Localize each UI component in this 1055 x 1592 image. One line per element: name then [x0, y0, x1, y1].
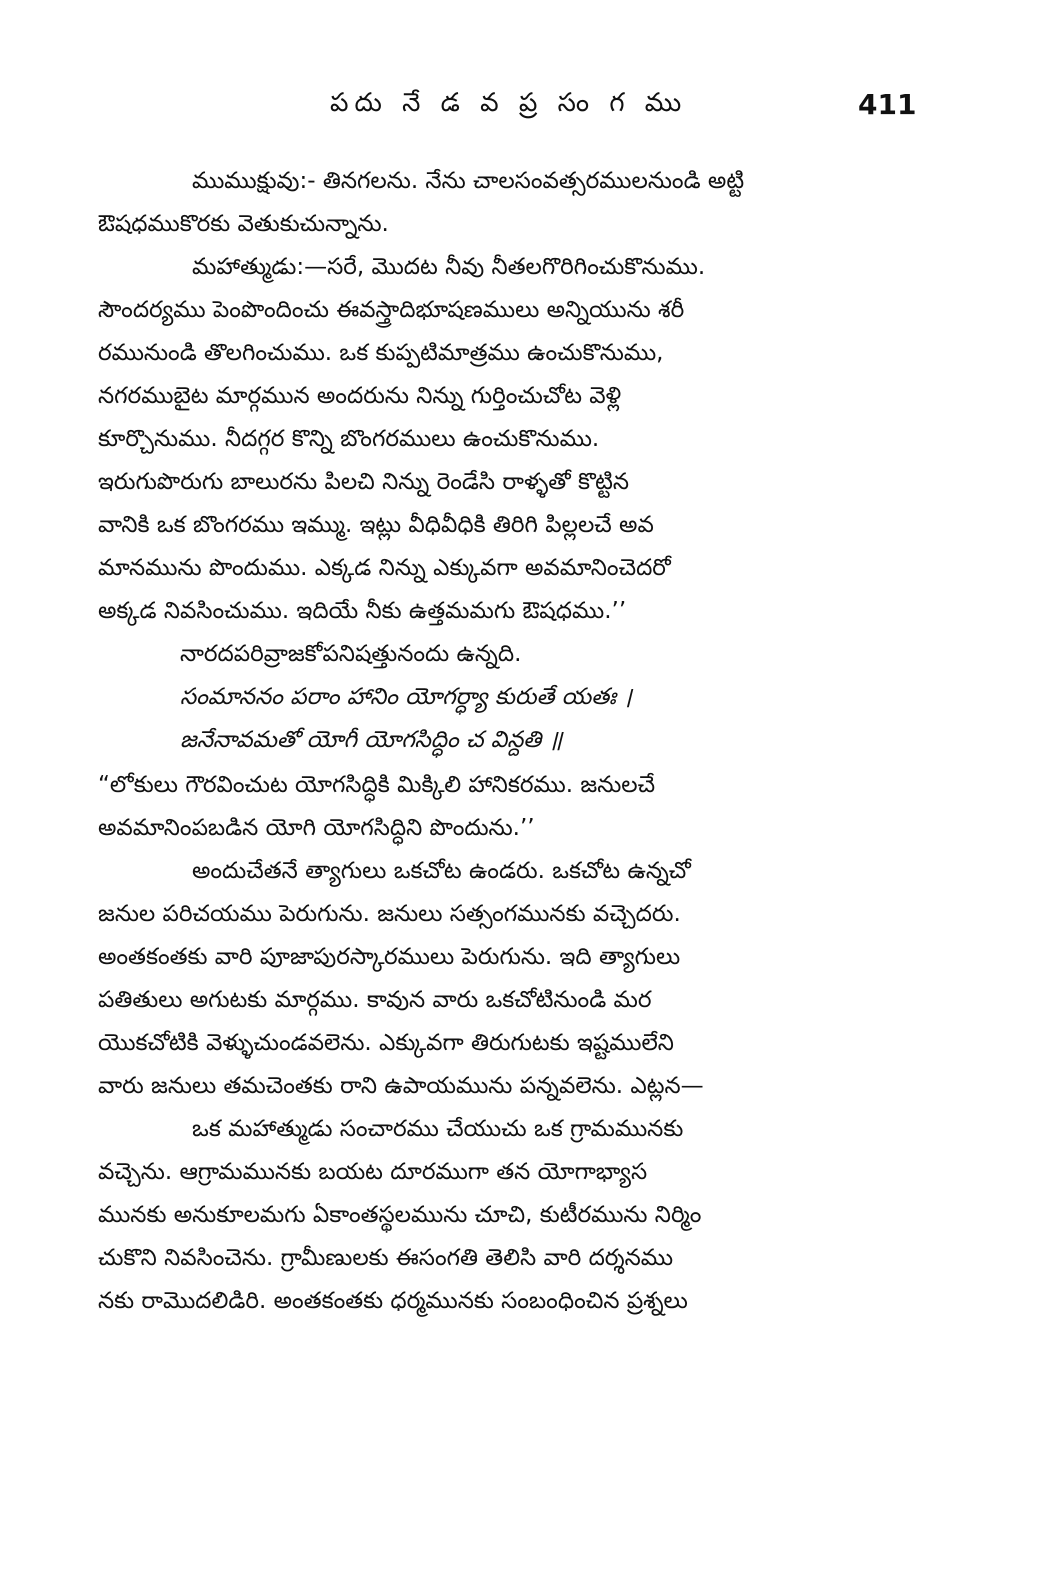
text-line: అంతకంతకు వారి పూజాపురస్కారములు పెరుగును. ఇది త్యాగులు	[98, 944, 681, 970]
text-line: అక్కడ నివసించుము. ఇదియే నీకు ఉత్తమమగు ఔషధము.’’	[98, 598, 627, 624]
source-citation: నారదపరివ్రాజకోపనిషత్తునందు ఉన్నది.	[180, 641, 522, 667]
text-line: రమునుండి తొలగించుము. ఒక కుప్పటిమాత్రము ఉంచుకొనుము,	[98, 340, 664, 366]
text-line: పతితులు అగుటకు మార్గము. కావున వారు ఒకచోటినుండి మర	[98, 987, 652, 1013]
text-line: నగరముబైట మార్గమున అందరును నిన్ను గుర్తించుచోట వెళ్లి	[98, 383, 622, 409]
text-line: ముముక్షువు:- తినగలను. నేను చాలసంవత్సరములనుండి అట్టి	[192, 168, 745, 194]
body-text	[98, 160, 918, 1323]
text-line: అవమానింపబడిన యోగి యోగసిద్ధిని పొందును.’’	[98, 815, 535, 841]
text-line: ఔషధముకొరకు వెతుకుచున్నాను.	[98, 211, 389, 237]
text-line: నకు రామొదలిడిరి. అంతకంతకు ధర్మమునకు సంబంధించిన ప్రశ్నలు	[98, 1288, 688, 1314]
text-line: ఒక మహాత్ముడు సంచారము చేయుచు ఒక గ్రామమునకు	[192, 1116, 684, 1142]
text-line: అందుచేతనే త్యాగులు ఒకచోట ఉండరు. ఒకచోట ఉన్నచో	[192, 858, 691, 884]
text-line: మానమును పొందుము. ఎక్కడ నిన్ను ఎక్కువగా అవమానించెదరో	[98, 555, 671, 581]
text-line: మహాత్ముడు:—సరే, మొదట నీవు నీతలగొరిగించుకొనుము.	[192, 254, 706, 280]
text-line: వానికి ఒక బొంగరము ఇమ్ము. ఇట్లు వీధివీధికి తిరిగి పిల్లలచే అవ	[98, 512, 654, 538]
verse-line: జనేనావమతో యోగీ యోగసిద్ధిం చ విన్దతి ॥	[180, 727, 563, 753]
text-line: వచ్చెను. ఆగ్రామమునకు బయట దూరముగా తన యోగాభ్యాస	[98, 1159, 648, 1185]
text-line: సౌందర్యము పెంపొందించు ఈవస్త్రాదిభూషణములు అన్నియును శరీ	[98, 297, 685, 323]
text-line: జనుల పరిచయము పెరుగును. జనులు సత్సంగమునకు వచ్చెదరు.	[98, 901, 681, 927]
text-line: యొకచోటికి వెళ్ళుచుండవలెను. ఎక్కువగా తిరుగుటకు ఇష్టములేని	[98, 1030, 674, 1056]
text-line: మునకు అనుకూలమగు ఏకాంతస్థలమును చూచి, కుటీరమును నిర్మిం	[98, 1202, 702, 1228]
verse-line: సంమాననం పరాం హానిం యోగర్ధ్యా కురుతే యతః ।	[180, 684, 632, 710]
running-title: పదు నే డ వ ప్ర సం గ ము	[330, 88, 688, 118]
page-number: 411	[858, 88, 917, 121]
text-line: వారు జనులు తమచెంతకు రాని ఉపాయమును పన్నవలెను. ఎట్లన—	[98, 1073, 704, 1099]
text-line: చుకొని నివసించెను. గ్రామీణులకు ఈసంగతి తెలిసి వారి దర్శనము	[98, 1245, 674, 1271]
text-line: ఇరుగుపొరుగు బాలురను పిలచి నిన్ను రెండేసి రాళ్ళతో కొట్టిన	[98, 469, 630, 495]
text-line: కూర్చొనుము. నీదగ్గర కొన్ని బొంగరములు ఉంచుకొనుము.	[98, 426, 600, 452]
running-head	[0, 88, 1055, 128]
text-line: “లోకులు గౌరవించుట యోగసిద్ధికి మిక్కిలి హానికరము. జనులచే	[98, 772, 656, 798]
